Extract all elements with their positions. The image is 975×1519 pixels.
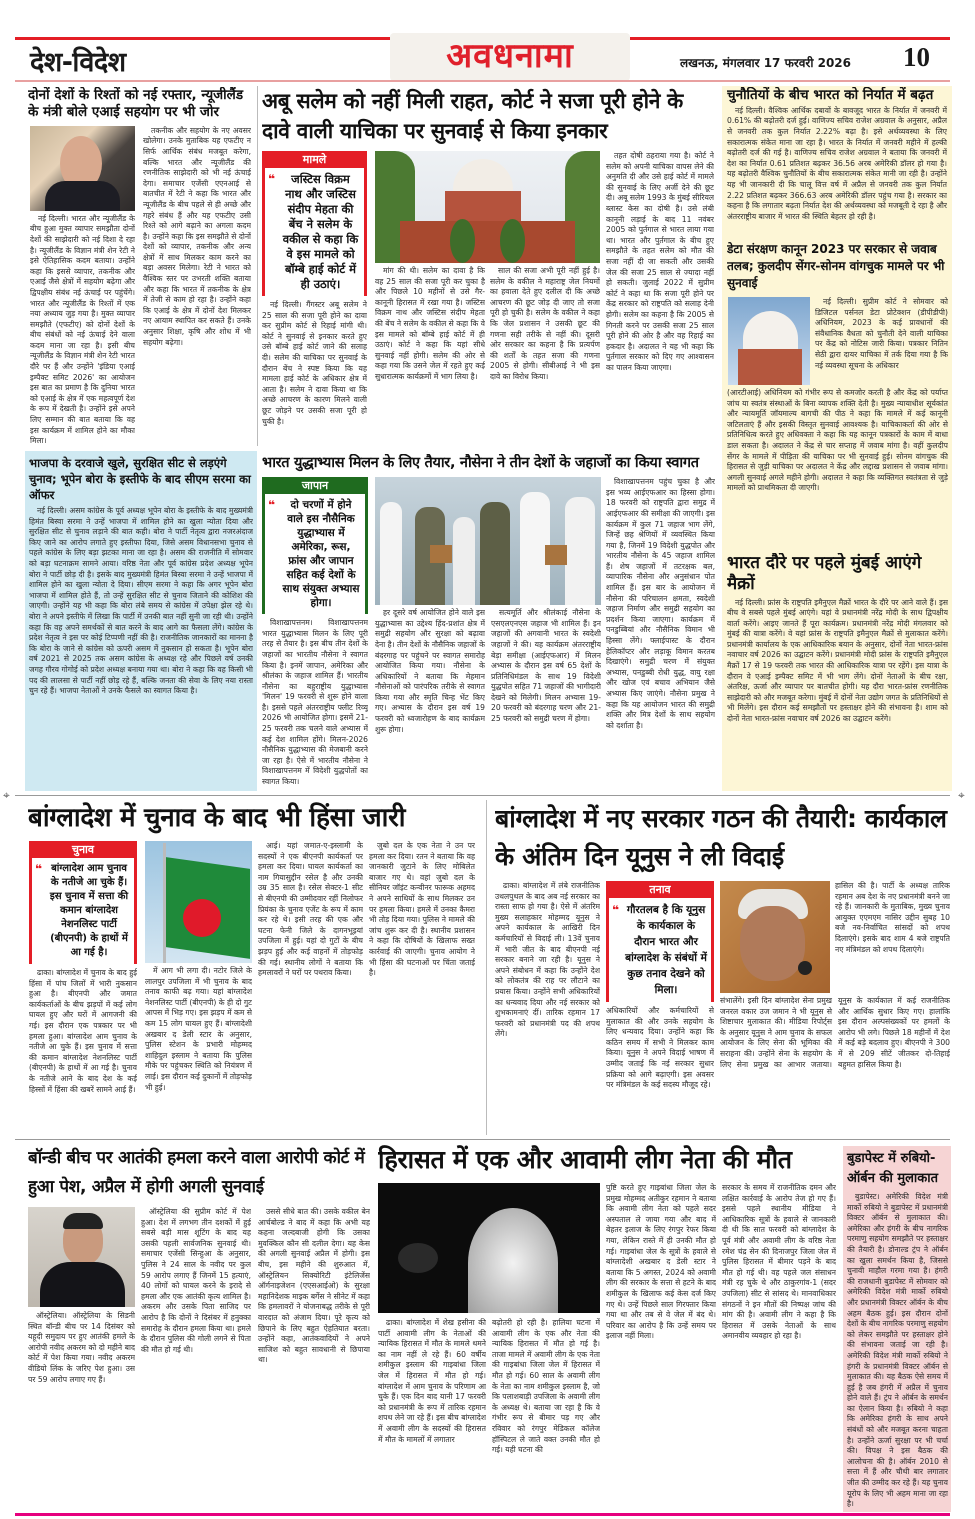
issue-date: लखनऊ, मंगलवार 17 फरवरी 2026 (680, 56, 852, 70)
article-body: साल की सजा अभी पूरी नहीं हुई है। सलेम के वकील ने महाराष्ट्र जेल नियमों का हवाला देते हुए दलील दी कि अच्छे आचरण की छूट जोड़ दी जाए तो सजा पूरी हो चुकी है। सलेम के वकील ने कहा कि जेल प्रशासन ने उसकी छूट की गणना सही तरीके से नहीं की। दूसरी ओर सरकार का कहना है कि प्रत्यर्पण की शर्तों के तहत सजा की गणना 2005 से होगी। सीबीआई ने भी इस दावे का विरोध किया। (490, 266, 600, 381)
page-number: 10 (903, 42, 930, 72)
article-custody-death (378, 1142, 838, 1512)
article-navy (262, 454, 717, 791)
supreme-court-photo (375, 151, 600, 263)
quote-mark-icon: ❝ (268, 172, 276, 186)
pull-quote (29, 858, 137, 964)
article-headline: भाजपा के दरवाजे खुले, सुरक्षित सीट से लड़एंगे चुनाव; भूपेन बोरा के इस्तीफे के बाद सीएम सरमा का ऑफर (29, 456, 251, 502)
article-headline: डेटा संरक्षण कानून 2023 पर सरकार से जवाब तलब; कुलदीप सेंगर-सोनम वांगचुक मामले पर भी सुनवाई (727, 242, 945, 290)
bangladesh-flag-photo (145, 841, 252, 963)
article-body: नई दिल्ली। असम कांग्रेस के पूर्व अध्यक्ष भूपेन बोरा के इस्तीफे के बाद मुख्यमंत्री हिमंत बिस्वा सरमा ने उन्हें भाजपा में शामिल होने का खुला न्योता दिया और सुरक्षित सीट से चुनाव लड़ाने की बात कही। बोरा ने पार्टी नेतृत्व द्वारा नजरअंदाज किए जाने का आरोप लगाते हुए इस्तीफा दिया, जिसे असम विधानसभा चुनाव से पहले कांग्रेस के लिए बड़ा झटका माना जा रहा है। असम की राजनीति में सोमवार को बड़ा घटनाक्रम सामने आया। वरिष्ठ नेता और पूर्व कांग्रेस प्रदेश अध्यक्ष भूपेन बोरा ने पार्टी छोड़ दी है। इसके बाद मुख्यमंत्री हिमंत बिस्वा सरमा ने उन्हें भाजपा में शामिल होने का खुला न्योता दे दिया। सीएम सरमा ने कहा कि अगर भूपेन बोरा भाजपा में शामिल होते हैं, तो उन्हें सुरक्षित सीट से चुनाव जिताने की कोशिश की जाएगी। उन्होंने यह भी कहा कि बोरा लंबे समय से कांग्रेस में उपेक्षा झेल रहे थे। बोरा ने अपने इस्तीफे में लिखा कि पार्टी में उनकी बात नहीं सुनी जा रही थी। उन्होंने कहा कि वह अपने समर्थकों से बात करने के बाद आगे का फैसला लेंगे। कांग्रेस के प्रदेश नेतृत्व ने इस पर कोई टिप्पणी नहीं की है। राजनीतिक जानकारों का मानना है कि बोरा के जाने से कांग्रेस को ऊपरी असम में नुकसान हो सकता है। भूपेन बोरा वर्ष 2021 से 2025 तक असम कांग्रेस के अध्यक्ष रहे और पिछले वर्ष उनकी जगह गौरव गोगोई को प्रदेश अध्यक्ष बनाया गया था। बोरा ने कहा कि वह किसी भी पद की लालसा से पार्टी नहीं छोड़ रहे हैं, बल्कि जनता की सेवा के लिए नया रास्ता चुन रहे हैं। भाजपा नेताओं ने उनके फैसले का स्वागत किया है। (29, 506, 253, 696)
article-nz (28, 87, 253, 445)
article-body: आई। यहां जमात-ए-इस्लामी के सदस्यों ने एक बीएनपी कार्यकर्ता पर हमला कर दिया। घायल कार्यकर्ता का नाम गियासुद्दीन रसेल है और उनकी उम्र 35 साल है। रसेल सेक्टर-1 सीट से बीएनपी की उम्मीदवार रहीं निलोफर प्रियंका के चुनाव एजेंट के रूप में काम कर रहे थे। इसी तरह की एक और घटना फेनी जिले के दागनभूइयां उपजिला में हुई। यहां दो गुटों के बीच झड़प हुई और कई वाहनों में तोड़फोड़ की गई। स्थानीय लोगों ने बताया कि हमलावरों ने घरों पर पथराव किया। (258, 841, 363, 978)
column-divider (486, 800, 487, 1135)
section-divider (15, 795, 950, 796)
article-budapest (843, 1146, 951, 1512)
shrouded-body-photo (378, 1183, 600, 1313)
yunus-photo (720, 881, 830, 993)
article-headline: भारत युद्धाभ्यास मिलन के लिए तैयार, नौसेना ने तीन देशों के जहाजों का किया स्वागत (262, 455, 699, 471)
article-headline: भारत दौरे पर पहले मुंबई आएंगे मैक्रों (727, 553, 922, 595)
quote-mark-icon: ❝ (35, 862, 43, 876)
supreme-court-dome-photo (728, 297, 810, 385)
footer-rule (15, 1513, 950, 1516)
article-salem (262, 86, 715, 446)
pull-quote (262, 494, 368, 614)
accused-photo (28, 1207, 135, 1307)
column-divider (257, 86, 258, 446)
pull-quote-text: गौरतलब है कि यूनुस के कार्यकाल के दौरान भारत और बांग्लादेश के संबंधों में कुछ तनाव देखने को मिला। (625, 904, 707, 996)
article-body: सत्यमूर्ति और श्रीलंकाई नौसेना के एसएलएनएस जहाज भी शामिल हैं। इन जहाजों की अगवानी भारत के स्वदेशी जहाजों ने की। यह कार्यक्रम अंतरराष्ट्रीय बेड़ा समीक्षा (आईएफआर) में मिलन अभ्यास के दौरान इस वर्ष 65 देशों के प्रतिनिधिमंडल के साथ 19 विदेशी युद्धपोत सहित 71 जहाजों की भागीदारी देखने को मिलेगी। मिलन अभ्यास 19-20 फरवरी को बंदरगाह चरण और 21-25 फरवरी को समुद्री चरण में होगा। (491, 608, 601, 724)
article-body: (आरटीआई) अधिनियम को गंभीर रूप से कमजोर करती है और केंद्र को पर्याप्त जांच या स्वतंत्र संस्थाओं के बिना व्यापक शक्ति देती है। मुख्य न्यायाधीश सूर्यकांत और न्यायमूर्ति जॉयमाल्य बागची की पीठ ने कहा कि मामले में कई कानूनी जटिलताएं हैं और इसकी विस्तृत सुनवाई आवश्यक है। याचिकाकर्ता की ओर से प्रतिनिधित्व करते हुए अधिवक्ता ने कहा कि यह कानून पत्रकारों के काम में बाधा डाल सकता है। अदालत ने केंद्र से चार सप्ताह में जवाब मांगा है। वहीं कुलदीप सेंगर के मामले में पीड़िता की याचिका पर भी सुनवाई हुई। सोनम वांगचुक की हिरासत से जुड़ी याचिका पर अदालत ने केंद्र और लद्दाख प्रशासन से जवाब मांगा। अगली सुनवाई अगले महीने होगी। अदालत ने कहा कि व्यक्तिगत स्वतंत्रता से जुड़े मामलों को प्राथमिकता दी जाएगी। (727, 388, 948, 493)
header-top-rule-right (630, 37, 950, 40)
article-body: ढाका। बांग्लादेश में चुनाव के बाद हुई हिंसा में पांच जिलों में भारी नुकसान हुआ है। बीएनपी और जमात कार्यकर्ताओं के बीच झड़पों में कई लोग घायल हुए और घरों में आगजनी की गई। इस दौरान एक पत्रकार पर भी हमला हुआ। बांग्लादेश आम चुनाव के नतीजे आ चुके हैं। इस चुनाव में सत्ता की कमान बांग्लादेश नेशनलिस्ट पार्टी (बीएनपी) के हाथों में आ गई है। चुनाव के नतीजे आने के बाद देश के कई हिस्सों में हिंसा की खबरें सामने आई हैं। (29, 968, 137, 1094)
article-body: ढाका। बांग्लादेश में शेख हसीना की पार्टी आवामी लीग के नेताओं की न्यायिक हिरासत में मौत के मामले थमने का नाम नहीं ले रहे हैं। 60 वर्षीय शमीकुल इस्लाम की गाइबांधा जिला जेल में हिरासत में मौत हो गई। बांग्लादेश में आम चुनाव के परिणाम आ चुके हैं। एक दिन बाद यानी 17 फरवरी को प्रधानमंत्री के रूप में तारिक रहमान शपथ लेने जा रहे हैं। इस बीच बांग्लादेश में अवामी लीग के सदस्यों की हिरासत में मौत के मामलों में लगातार (378, 1318, 486, 1444)
article-content (28, 126, 253, 445)
article-body: सरकार के समय में राजनीतिक दमन और लक्षित कार्रवाई के आरोप तेज हो गए हैं। इससे पहले स्थानीय मीडिया ने आधिकारिक सूत्रों के हवाले से जानकारी दी थी कि सात फरवरी को बांग्लादेश के पूर्व मंत्री और अवामी लीग के वरिष्ठ नेता रमेश चंद्र सेन की दिनाजपुर जिला जेल में पुलिस हिरासत में बीमार पड़ने के बाद मौत हो गई थी। वह पहले जल संसाधन मंत्री रह चुके थे और ठाकुरगांव-1 (सदर उपजिला) सीट से सांसद थे। मानवाधिकार संगठनों ने इन मौतों की निष्पक्ष जांच की मांग की है। अवामी लीग ने कहा है कि हिरासत में उसके नेताओं के साथ अमानवीय व्यवहार हो रहा है। (722, 1183, 836, 1341)
article-body: ऑस्ट्रेलिया की सुप्रीम कोर्ट में पेश हुआ। देश में लगभग तीन दशकों में हुई सबसे बड़ी मास शूटिंग के बाद यह उसकी पहली सार्वजनिक सुनवाई थी। समाचार एजेंसी सिन्हुआ के अनुसार, पुलिस ने 24 साल के नवीद पर कुल 59 आरोप लगाए हैं जिनमें 15 हत्याएं, 40 लोगों को घायल करने के इरादे से हमला और एक आतंकी कृत्य शामिल है। अकरम और उसके पिता साजिद पर आरोप है कि दोनों ने दिसंबर में हनुक्का समारोह के दौरान हमला किया था। हमले के दौरान पुलिस की गोली लगने से पिता की मौत हो गई थी। (141, 1207, 251, 1354)
article-content (262, 151, 715, 446)
article-body: संभालेंगे। इसी दिन बांग्लादेश सेना प्रमुख जनरल वकार उज जमान ने भी यूनुस से शिष्टाचार मुलाकात की। मीडिया रिपोर्ट्स के अनुसार यूनुस ने आम चुनाव के सफल आयोजन के लिए सेना की भूमिका की सराहना की। उन्होंने सेना के सहयोग के लिए सेना प्रमुख का आभार जताया। यूनुस के कार्यकाल में कई राजनीतिक और आर्थिक सुधार किए गए। हालांकि इस दौरान अल्पसंख्यकों पर हमलों के आरोप भी लगे। पिछले 18 महीनों में देश में कई बड़े बदलाव हुए। बीएनपी ने 300 में से 209 सीटें जीतकर दो-तिहाई बहुमत हासिल किया है। (720, 996, 950, 1069)
article-body: जुबो दल के एक नेता ने उन पर हमला कर दिया। रतन ने बताया कि वह जानकारी जुटाने के लिए मोबिलेत बाजार गए थे। वहां जुबो दल के सीनियर जॉइंट कन्वीनर फारूक अहमद ने अपने साथियों के साथ मिलकर उन पर हमला किया। हमले में उनका कैमरा भी तोड़ दिया गया। पुलिस ने मामले की जांच शुरू कर दी है। स्थानीय प्रशासन ने कहा कि दोषियों के खिलाफ सख्त कार्रवाई की जाएगी। चुनाव आयोग ने भी हिंसा की घटनाओं पर चिंता जताई है। (369, 841, 475, 978)
article-headline: अबू सलेम को नहीं मिली राहत, कोर्ट ने सजा पूरी होने के दावे वाली याचिका पर सुनवाई से किया इनकार (262, 89, 683, 143)
section-tag: तनाव (606, 881, 714, 898)
article-body: नई दिल्ली। सुप्रीम कोर्ट ने सोमवार को डिजिटल पर्सनल डेटा प्रोटेक्शन (डीपीडीपी) अधिनियम, 2023 के कई प्रावधानों की संवैधानिक वैधता को चुनौती देने वाली याचिका पर केंद्र को नोटिस जारी किया। पत्रकार नितिन सेठी द्वारा दायर याचिका में तर्क दिया गया है कि नई व्यवस्था सूचना के अधिकार (815, 297, 948, 370)
article-body: मांग की थी। सलेम का दावा है कि वह 25 साल की सजा पूरी कर चुका है और पिछले 10 महीनों से उसे गैर-कानूनी हिरासत में रखा गया है। जस्टिस विक्रम नाथ और जस्टिस संदीप मेहता की बेंच ने सलेम के वकील से कहा कि वे इस मामले को बॉम्बे हाई कोर्ट में ही उठाएं। कोर्ट ने कहा कि यहां सीधे सुनवाई नहीं होगी। सलेम की ओर से कहा गया कि उसने जेल में रहते हुए कई सुधारात्मक कार्यक्रमों में भाग लिया है। (375, 266, 485, 381)
article-body: पुष्टि करते हुए गाइबांधा जिला जेल के प्रमुख मोहम्मद अतीकुर रहमान ने बताया कि अवामी लीग नेता को पहले सदर अस्पताल ले जाया गया और बाद में बेहतर इलाज के लिए रंगपुर रेफर किया गया, लेकिन रास्ते में ही उनकी मौत हो गई। गाइबांधा जेल के सूत्रों के हवाले से बांग्लादेशी अखबार द डेली स्टार ने बताया कि 5 अगस्त, 2024 को अवामी लीग की सरकार के सत्ता से हटने के बाद शमीकुल के खिलाफ कई केस दर्ज किए गए थे। उन्हें पिछले साल गिरफ्तार किया गया था और तब से वे जेल में बंद थे। परिवार का आरोप है कि उन्हें समय पर इलाज नहीं मिला। (606, 1183, 716, 1341)
article-headline: बांग्लादेश में नए सरकार गठन की तैयारी: कार्यकाल के अंतिम दिन यूनुस ने ली विदाई (495, 804, 947, 871)
registration-mark-icon: ⌖ (958, 788, 965, 802)
logo-text: अवधनामा (446, 36, 574, 76)
pull-quote-text: दो चरणों में होने वाले इस नौसैनिक युद्धाभ्यास में अमेरिका, रूस, फ्रांस और जापान सहित कई देशों के साथ संयुक्त अभ्यास होगा। (282, 499, 360, 610)
sidebar-column (29, 841, 137, 1132)
article-content (495, 881, 951, 1132)
registration-mark-icon: ⌖ (3, 788, 10, 802)
section-tag: चुनाव (29, 841, 137, 858)
article-content (378, 1183, 838, 1512)
article-body: विशाखापत्तनम पहुंच चुका है और इस भव्य आईएफआर का हिस्सा होगा। 18 फरवरी को राष्ट्रपति द्वारा समुद्र में आईएफआर की समीक्षा की जाएगी। इस कार्यक्रम में कुल 71 जहाज भाग लेंगे, जिन्हें छह श्रेणियों में व्यवस्थित किया गया है, जिनमें 19 विदेशी युद्धपोत और भारतीय नौसेना के 45 जहाज शामिल हैं। शेष जहाजों में तटरक्षक बल, व्यापारिक नौसेना और अनुसंधान पोत शामिल हैं। इस बार के आयोजन में नौसेना की परिचालन क्षमता, स्वदेशी जहाज निर्माण और समुद्री सहयोग का प्रदर्शन किया जाएगा। कार्यक्रम में पनडुब्बियां और नौसैनिक विमान भी हिस्सा लेंगे। फ्लाईपास्ट के दौरान हेलिकॉप्टर और लड़ाकू विमान करतब दिखाएंगे। समुद्री चरण में संयुक्त अभ्यास, पनडुब्बी रोधी युद्ध, वायु रक्षा और खोज एवं बचाव अभियान जैसे अभ्यास किए जाएंगे। नौसेना प्रमुख ने कहा कि यह आयोजन भारत की समुद्री शक्ति और मित्र देशों के साथ सहयोग को दर्शाता है। (606, 477, 715, 730)
article-bangladesh-violence (28, 800, 478, 1132)
article-content (29, 506, 253, 787)
article-content (727, 106, 949, 237)
article-content (28, 841, 478, 1132)
article-assam (25, 451, 257, 791)
article-body: नई दिल्ली। वैश्विक आर्थिक दबावों के बावजूद भारत के निर्यात में जनवरी में 0.61% की बढ़ोतरी दर्ज हुई। वाणिज्य सचिव राजेश अग्रवाल के अनुसार, अप्रैल से जनवरी तक कुल निर्यात 2.22% बढ़ा है। इसे अर्थव्यवस्था के लिए सकारात्मक संकेत माना जा रहा है। भारत के निर्यात में जनवरी महीने में हल्की बढ़ोतरी दर्ज की गई है। वाणिज्य सचिव राजेश अग्रवाल ने बताया कि जनवरी में देश का निर्यात 0.61 प्रतिशत बढ़कर 36.56 अरब अमेरिकी डॉलर हो गया है। यह बढ़ोतरी वैश्विक चुनौतियों के बीच सकारात्मक संकेत मानी जा रही है। उन्होंने यह भी जानकारी दी कि चालू वित्त वर्ष में अप्रैल से जनवरी तक कुल निर्यात 2.22 प्रतिशत बढ़कर 366.63 अरब अमेरिकी डॉलर पहुंच गया है। सरकार का कहना है कि लगातार बढ़ता निर्यात देश की अर्थव्यवस्था को मजबूती दे रहा है और अंतरराष्ट्रीय बाजार में भारत की स्थिति बेहतर हो रही है। (727, 105, 947, 221)
article-body: उससे सीधे बात की। उसके वकील बेन आर्चबोल्ड ने बाद में कहा कि अभी यह कहना जल्दबाजी होगी कि उसका मुवक्किल कौन सी दलील देगा। यह केस की अगली सुनवाई अप्रैल में होगी। इस बीच, इस महीने की शुरुआत में, ऑस्ट्रेलियन सिक्योरिटी इंटेलिजेंस ऑर्गनाइजेशन (एएसआईओ) के सुरक्षा महानिदेशक माइक बर्गेस ने सीनेट में कहा कि हमलावरों ने योजनाबद्ध तरीके से पूरी वारदात को अंजाम दिया। पूरे कृत्य को छिपाने के लिए बहुत ऐहतियात बरता। उन्होंने कहा, आतंकवादियों ने अपने साजिश को बहुत सावधानी से छिपाया था। (258, 1207, 370, 1365)
article-body: तहत दोषी ठहराया गया है। कोर्ट ने सलेम को अपनी याचिका वापस लेने की अनुमति दी और उसे हाई कोर्ट में मामले की सुनवाई के लिए अर्जी देने की छूट दी। अबू सलेम 1993 के मुंबई सीरियल ब्लास्ट केस का दोषी है। उसे लंबी कानूनी लड़ाई के बाद 11 नवंबर 2005 को पुर्तगाल से भारत लाया गया था। भारत और पुर्तगाल के बीच हुए समझौते के तहत सलेम को मौत की सजा नहीं दी जा सकती और उसकी जेल की सजा 25 साल से ज्यादा नहीं हो सकती। जुलाई 2022 में सुप्रीम कोर्ट ने कहा था कि सजा पूरी होने पर केंद्र सरकार को राष्ट्रपति को सलाह देनी होगी। सलेम का कहना है कि 2005 से गिनती करने पर उसकी सजा 25 साल पूरी होने की ओर है और वह रिहाई का हकदार है। अदालत ने यह भी कहा कि पुर्तगाल सरकार को दिए गए आश्वासन का पालन किया जाएगा। (606, 151, 714, 372)
article-macron (727, 553, 949, 790)
article-body: तकनीक और सहयोग के नए अवसर खोलेगा। उनके मुताबिक यह एफटीए न सिर्फ आर्थिक संबंध मजबूत करेगा, बल्कि भारत और न्यूजीलैंड की रणनीतिक साझेदारी को भी नई ऊंचाई देगा। समाचार एजेंसी एएनआई से बातचीत में रेटी ने कहा कि भारत और न्यूजीलैंड के बीच पहले से ही अच्छे और गहरे संबंध हैं और यह एफटीए उसी रिश्ते को आगे बढ़ाने का अगला कदम है। उन्होंने कहा कि इस समझौते से दोनों देशों को व्यापार, तकनीक और अन्य क्षेत्रों में साथ मिलकर काम करने का बड़ा अवसर मिलेगा। रेटी ने भारत को वैश्विक स्तर पर उभरती शक्ति बताया और कहा कि भारत में तकनीक के क्षेत्र में तेजी से काम हो रहा है। उन्होंने कहा कि एआई के क्षेत्र में दोनों देश मिलकर नए आयाम स्थापित कर सकते हैं। उनके अनुसार शिक्षा, कृषि और शोध में भी सहयोग बढ़ेगा। (143, 125, 251, 347)
article-content (727, 297, 949, 549)
article-body: विशाखापत्तनम। विशाखापत्तनम भारत युद्धाभ्यास मिलन के लिए पूरी तरह से तैयार है। इस बीच तीन देशों के जहाजों का भारतीय नौसेना ने स्वागत किया है। इनमें जापान, अमेरिका और श्रीलंका के जहाज शामिल हैं। भारतीय नौसेना का बहुराष्ट्रीय युद्धाभ्यास 'मिलन' 19 फरवरी से शुरू होने वाला है। इससे पहले अंतरराष्ट्रीय फ्लीट रिव्यू 2026 भी आयोजित होगा। इसमें 21-25 फरवरी तक चलने वाले अभ्यास में कई देश शामिल होंगे। मिलन-2026 नौसैनिक युद्धाभ्यास की मेजबानी करने जा रहा है। ऐसे में भारतीय नौसेना ने विशाखापत्तनम में विदेशी युद्धपोतों का स्वागत किया। (262, 618, 368, 787)
article-body: ऑस्ट्रेलिया। ऑस्ट्रेलिया के सिडनी स्थित बॉन्डी बीच पर 14 दिसंबर को यहूदी समुदाय पर हुए आतंकी हमले के आरोपी नवीद अकरम को दो महीने बाद कोर्ट में पेश किया गया। नवीद अकरम वीडियो लिंक के जरिए पेश हुआ। उस पर 59 आरोप लगाए गए हैं। (28, 1311, 135, 1384)
pull-quote-text: जस्टिस विक्रम नाथ और जस्टिस संदीप मेहता की बेंच ने सलेम के वकील से कहा कि वे इस मामले को बॉम्बे हाई कोर्ट में ही उठाएं। (282, 172, 359, 291)
article-bangladesh-government (495, 800, 951, 1132)
article-headline: चुनौतियों के बीच भारत को निर्यात में बढ़त (727, 87, 934, 103)
minister-photo (30, 126, 135, 211)
article-body: हासिल की है। पार्टी के अध्यक्ष तारिक रहमान अब देश के नए प्रधानमंत्री बनने जा रहे हैं। जानकारी के मुताबिक, मुख्य चुनाव आयुक्त एएमएम नासिर उद्दीन सुबह 10 बजे नव-निर्वाचित सांसदों को शपथ दिलाएंगे। इसके बाद शाम 4 बजे राष्ट्रपति नए मंत्रिमंडल को शपथ दिलाएंगे। (835, 881, 950, 954)
navy-officers-photo (375, 477, 601, 605)
quote-mark-icon: ❝ (268, 498, 276, 513)
header-bottom-rule (15, 80, 950, 82)
pull-quote (262, 168, 367, 296)
pull-quote-text: बांग्लादेश आम चुनाव के नतीजे आ चुके हैं। इस चुनाव में सत्ता की कमान बांग्लादेश नेशनलिस्ट पार्टी (बीएनपी) के हाथों में आ गई है। (49, 863, 129, 958)
article-body: में आग भी लगा दी। नटोर जिले के लालपुर उपजिला में भी चुनाव के बाद तनाव काफी बढ़ गया। यहां बांग्लादेश नेशनलिस्ट पार्टी (बीएनपी) के ही दो गुट आपस में भिड़ गए। इस झड़प में कम से कम 15 लोग घायल हुए हैं। बांग्लादेशी अखबार द डेली स्टार के अनुसार, पुलिस स्टेशन के प्रभारी मोहम्मद शाहिदुल इस्लाम ने बताया कि पुलिस मौके पर पहुंचकर स्थिति को नियंत्रण में लाई। इस दौरान कई दुकानों में तोड़फोड़ भी हुई। (145, 966, 252, 1092)
article-content (28, 1207, 373, 1512)
article-content (847, 1192, 948, 1508)
article-data-protection (727, 241, 949, 549)
masthead-logo (390, 33, 630, 81)
sidebar-column (606, 881, 714, 1132)
section-tag: मामले (262, 151, 367, 168)
article-body: नई दिल्ली। फ्रांस के राष्ट्रपति इमैनुएल मैक्रों भारत के दौरे पर आने वाले हैं। इस बीच वे सबसे पहले मुंबई आएंगे। यहां वे प्रधानमंत्री नरेंद्र मोदी के साथ द्विपक्षीय वार्ता करेंगे। आइए जानते हैं पूरा कार्यक्रम। प्रधानमंत्री नरेंद्र मोदी मंगलवार को मुंबई की यात्रा करेंगे। वे यहां फ्रांस के राष्ट्रपति इमैनुएल मैक्रों से मुलाकात करेंगे। प्रधानमंत्री कार्यालय के एक आधिकारिक बयान के अनुसार, दोनों नेता भारत-फ्रांस नवाचार वर्ष 2026 का उद्घाटन करेंगे। प्रधानमंत्री मोदी फ्रांस के राष्ट्रपति इमैनुएल मैक्रों 17 से 19 फरवरी तक भारत की आधिकारिक यात्रा पर रहेंगे। इस यात्रा के दौरान वे एआई इम्पैक्ट समिट में भी भाग लेंगे। दोनों नेताओं के बीच रक्षा, अंतरिक्ष, ऊर्जा और व्यापार पर बातचीत होगी। यह दौरा भारत-फ्रांस रणनीतिक साझेदारी को और मजबूत करेगा। मुंबई में दोनों नेता उद्योग जगत के प्रतिनिधियों से भी मिलेंगे। इस दौरान कई समझौतों पर हस्ताक्षर होने की संभावना है। शाम को दोनों नेता भारत-फ्रांस नवाचार वर्ष 2026 का उद्घाटन करेंगे। (727, 597, 948, 724)
article-headline: दोनों देशों के रिश्तों को नई रफ्तार, न्यूजीलैंड के मंत्री बोले एआई सहयोग पर भी जोर (28, 87, 244, 120)
article-body: ढाका। बांग्लादेश में लंबे राजनीतिक उथलपुथल के बाद अब नई सरकार का रास्ता साफ हो गया है। ऐसे में अंतरिम मुख्य सलाहकार मोहम्मद यूनुस ने अपने कार्यकाल के आखिरी दिन कर्मचारियों से विदाई ली। 13वें चुनाव में भारी जीत के बाद बीएनपी नई सरकार बनाने जा रही है। यूनुस ने अपने संबोधन में कहा कि उन्होंने देश को लोकतंत्र की राह पर लौटाने का प्रयास किया। उन्होंने सभी अधिकारियों का धन्यवाद दिया और नई सरकार को शुभकामनाएं दीं। तारिक रहमान 17 फरवरी को प्रधानमंत्री पद की शपथ लेंगे। (495, 881, 600, 1039)
article-content (727, 598, 949, 791)
article-headline: बांग्लादेश में चुनाव के बाद भी हिंसा जारी (28, 803, 406, 833)
section-title: देश-विदेश (30, 47, 126, 78)
article-export (727, 87, 949, 237)
article-body: हर दूसरे वर्ष आयोजित होने वाले इस युद्धाभ्यास का उद्देश्य हिंद-प्रशांत क्षेत्र में समुद्री सहयोग और सुरक्षा को बढ़ावा देना है। तीन देशों के नौसैनिक जहाजों के बंदरगाह पर पहुंचने पर स्वागत समारोह आयोजित किया गया। नौसेना के अधिकारियों ने बताया कि मेहमान नौसेनाओं को पारंपरिक तरीके से स्वागत किया गया और स्मृति चिन्ह भेंट किए गए। अभ्यास के दौरान इस वर्ष 19 फरवरी को ध्वजारोहण के बाद कार्यक्रम शुरू होगा। (375, 608, 485, 734)
article-body: नई दिल्ली। गैंगस्टर अबू सलेम ने 25 साल की सजा पूरी होने का दावा कर सुप्रीम कोर्ट से रिहाई मांगी थी। कोर्ट ने सुनवाई से इनकार करते हुए उसे बॉम्बे हाई कोर्ट जाने की सलाह दी। सलेम की याचिका पर सुनवाई के दौरान बेंच ने स्पष्ट किया कि यह मामला हाई कोर्ट के अधिकार क्षेत्र में आता है। सलेम ने दावा किया था कि अच्छे आचरण के कारण मिलने वाली छूट जोड़ने पर उसकी सजा पूरी हो चुकी है। (262, 300, 367, 426)
sidebar-column (262, 151, 367, 446)
article-body: नई दिल्ली। भारत और न्यूजीलैंड के बीच हुआ मुक्त व्यापार समझौता दोनों देशों की साझेदारी को नई दिशा दे रहा है। न्यूजीलैंड के विज्ञान मंत्री शेन रेटी ने इसे ऐतिहासिक कदम बताया। उन्होंने कहा कि इससे व्यापार, तकनीक और एआई जैसे क्षेत्रों में सहयोग बढ़ेगा और द्विपक्षीय संबंध नई ऊंचाई पर पहुंचेंगे। भारत और न्यूजीलैंड के रिश्तों में एक नया अध्याय जुड़ गया है। मुक्त व्यापार समझौते (एफटीए) को दोनों देशों के बीच संबंधों को नई ऊंचाई देने वाला कदम माना जा रहा है। इसी बीच न्यूजीलैंड के विज्ञान मंत्री शेन रेटी भारत दौरे पर हैं और उन्होंने 'इंडिया एआई इम्पैक्ट समिट 2026' का आयोजन इस बात का प्रमाण है कि दुनिया भारत को एआई के क्षेत्र में एक महत्वपूर्ण देश के रूप में देखती है। उन्होंने इसे अपने लिए सम्मान की बात बताया कि वह इस कार्यक्रम में शामिल होने का मौका मिला। (30, 213, 135, 445)
sidebar-column (262, 477, 368, 791)
article-body: अधिकारियों और कर्मचारियों से मुलाकात की और उनके सहयोग के लिए धन्यवाद दिया। उन्होंने कहा कि कठिन समय में सभी ने मिलकर काम किया। यूनुस ने अपने विदाई भाषण में उम्मीद जताई कि नई सरकार सुधार प्रक्रिया को आगे बढ़ाएगी। इस अवसर पर मंत्रिमंडल के कई सदस्य मौजूद रहे। (606, 1006, 714, 1090)
article-headline: हिरासत में एक और आवामी लीग नेता की मौत (378, 1145, 792, 1174)
article-headline: बॉन्डी बीच पर आतंकी हमला करने वाला आरोपी कोर्ट में हुआ पेश, अप्रैल में होगी अगली सुनवाई (28, 1148, 365, 1197)
article-content (262, 477, 717, 791)
quote-mark-icon: ❝ (612, 903, 620, 917)
article-body: बुडापेस्ट। अमेरिकी विदेश मंत्री मार्को रुबियो ने बुडापेस्ट में प्रधानमंत्री विक्टर ऑर्बन से मुलाकात की। अमेरिका और हंगरी के बीच नागरिक परमाणु सहयोग समझौते पर हस्ताक्षर की तैयारी है। डोनाल्ड ट्रंप ने ऑर्बन का खुला समर्थन किया है, जिससे चुनावी माहौल गरमा गया है। हंगरी की राजधानी बुडापेस्ट में सोमवार को अमेरिकी विदेश मंत्री मार्को रुबियो और प्रधानमंत्री विक्टर ऑर्बन के बीच अहम बैठक हुई। इस दौरान दोनों देशों के बीच नागरिक परमाणु सहयोग को लेकर समझौते पर हस्ताक्षर होने की संभावना जताई जा रही है। अमेरिकी विदेश मंत्री मार्को रुबियो ने हंगरी के प्रधानमंत्री विक्टर ऑर्बन से मुलाकात की। यह बैठक ऐसे समय में हुई है जब हंगरी में अप्रैल में चुनाव होने वाले हैं। ट्रंप ने ऑर्बन के समर्थन का ऐलान किया है। रुबियो ने कहा कि अमेरिका हंगरी के साथ अपने संबंधों को और मजबूत करना चाहता है। उन्होंने ऊर्जा सुरक्षा पर भी चर्चा की। विपक्ष ने इस बैठक की आलोचना की है। ऑर्बन 2010 से सत्ता में हैं और चौथी बार लगातार जीत की उम्मीद कर रहे हैं। यह चुनाव यूरोप के लिए भी अहम माना जा रहा है। (847, 1192, 948, 1508)
pull-quote (606, 898, 714, 1002)
article-bondi (28, 1144, 373, 1512)
section-tag: जापान (262, 477, 368, 494)
section-divider (15, 1139, 950, 1140)
article-headline: बुडापेस्ट में रुबियो-ऑर्बन की मुलाकात (847, 1151, 939, 1186)
article-body: बढ़ोतरी हो रही है। हालिया घटना में आवामी लीग के एक और नेता की न्यायिक हिरासत में मौत हो गई है। ताजा मामले में अवामी लीग के एक नेता की गाइबांधा जिला जेल में हिरासत में मौत हो गई। 60 साल के अवामी लीग के नेता का नाम शमीकुल इस्लाम है, जो कि पलाशबाड़ी उपजिला के अवामी लीग के अध्यक्ष थे। बताया जा रहा है कि वे गंभीर रूप से बीमार पड़ गए और रविवार को रंगपुर मेडिकल कॉलेज हॉस्पिटल ले जाते वक्त उनकी मौत हो गई। यही घटना की (492, 1318, 600, 1455)
